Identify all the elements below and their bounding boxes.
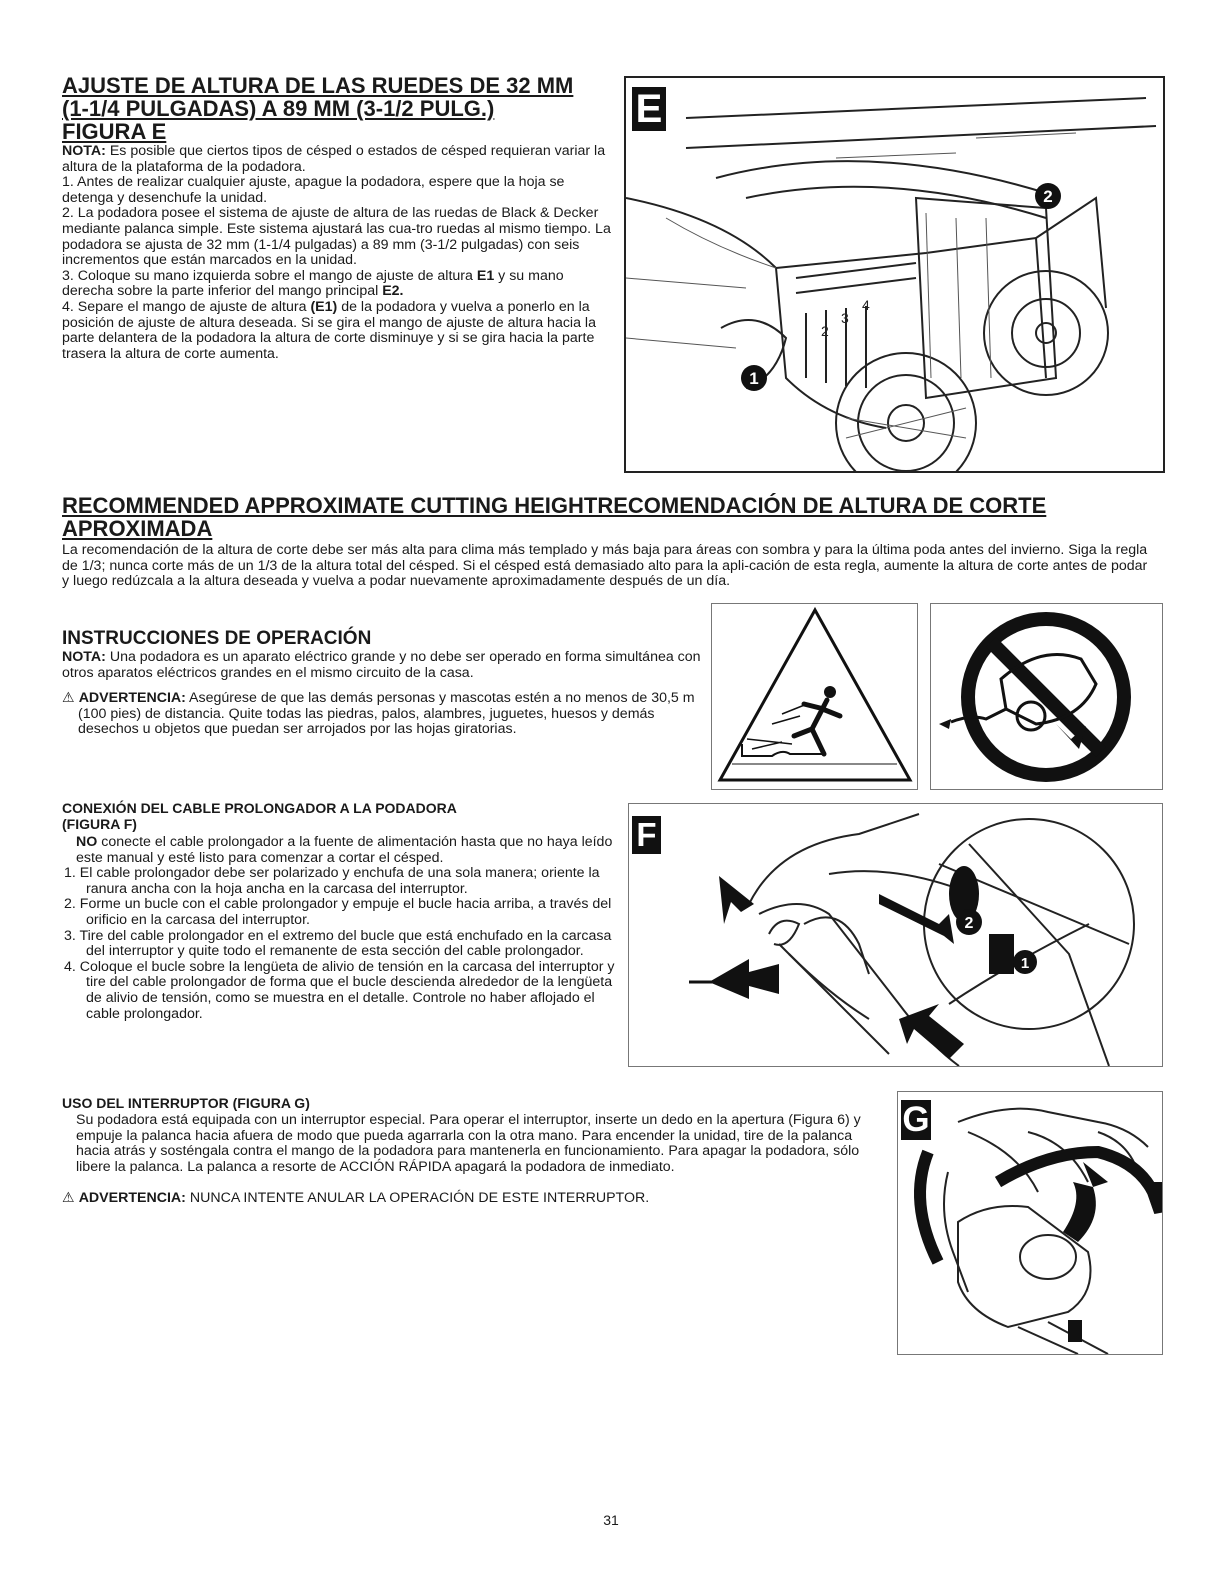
section-e-step2: 2. La podadora posee el sistema de ajuste de altura de las ruedas de Black & Decker mediante palanca simple. Este sistema ajustará las cua-tro ruedas al mismo tiempo. La podadora se ajusta de 32 mm (1-1/4 pulgadas) a 89 mm (3-1/2 pulgadas) con seis incrementos que están marcados en la unidad. bbox=[62, 205, 611, 269]
section-operation bbox=[62, 628, 702, 738]
step3-ref-e2: E2. bbox=[382, 283, 404, 300]
step3-text-a: 3. Coloque su mano izquierda sobre el mango de ajuste de altura bbox=[62, 267, 477, 284]
section-e-nota bbox=[62, 144, 617, 175]
section-cut-height bbox=[62, 494, 1172, 540]
callout-1: 1 bbox=[1020, 955, 1030, 972]
dial-number-4: 4 bbox=[862, 297, 870, 313]
no-label: NO bbox=[76, 834, 98, 850]
step4-text-a: 4. Separe el mango de ajuste de altura bbox=[62, 298, 311, 315]
section-cut-title-line1: RECOMMENDED APPROXIMATE CUTTING HEIGHTRECOMENDACIÓN DE ALTURA DE CORTE bbox=[62, 493, 1047, 518]
figure-thrown-objects-warning bbox=[711, 603, 918, 790]
dial-number-3: 3 bbox=[841, 310, 849, 326]
cable-step-4: 4. Coloque el bucle sobre la lengüeta de alivio de tensión en la carcasa del interruptor y tire del cable prolongador de forma que el bucle descienda alrededor de la lengüeta de alivio de tensión, como se muestra en el detalle. Controle no haber aflojado el cable prolongador. bbox=[64, 958, 615, 1022]
warning-text: Asegúrese de que las demás personas y mascotas estén a no menos de 30,5 m (100 pies) de distancia. Quite todas las piedras, palos, alambres, juguetes, huesos y demás desechos u objetos que puedan ser arrojados por las hojas giratorias. bbox=[78, 690, 695, 738]
no-hands-prohibition-icon bbox=[931, 604, 1162, 789]
figure-e-illustration bbox=[626, 78, 1163, 471]
nota-label: NOTA: bbox=[62, 143, 106, 159]
section-e bbox=[62, 74, 617, 362]
figure-e bbox=[624, 76, 1165, 473]
warning-text: NUNCA INTENTE ANULAR LA OPERACIÓN DE ESTE INTERRUPTOR. bbox=[185, 1190, 650, 1207]
cable-step-3: 3. Tire del cable prolongador en el extremo del bucle que está enchufado en la carcasa del interruptor y quite todo el remanente de esta sección del cable prolongador. bbox=[64, 927, 612, 960]
callout-1: 1 bbox=[749, 369, 759, 388]
warning-icon: ⚠ bbox=[62, 690, 75, 707]
step4-text-c: de la podadora y vuelva a ponerlo en la posición de ajuste de altura deseada. Si se gira el mango de ajuste de altura hacia la parte delantera de la podadora la altura de corte disminuye y si se gira hacia la parte trasera la altura de corte aumenta. bbox=[62, 298, 596, 362]
section-e-step4 bbox=[62, 300, 617, 362]
section-e-title-line2: (1-1/4 PULGADAS) A 89 MM (3-1/2 PULG.) bbox=[62, 96, 495, 121]
section-switch-title: USO DEL INTERRUPTOR (FIGURA G) bbox=[62, 1095, 310, 1111]
section-switch-text: Su podadora está equipada con un interruptor especial. Para operar el interruptor, inserte un dedo en la apertura (Figura 6) y empuje la palanca hacia afuera de modo que pueda agarrarla con la otra mano. Para encender la unidad, tire de la palanca hacia atrás y sosténgala contra el mango de la podadora para mantenerla en funcionamiento. Para apagar la podadora, sólo libere la palanca. La palanca a resorte de ACCIÓN RÁPIDA apagará la podadora de inmediato. bbox=[76, 1112, 861, 1175]
section-switch bbox=[62, 1095, 872, 1207]
figure-f bbox=[628, 803, 1163, 1067]
section-cut-title-line2: APROXIMADA bbox=[62, 516, 213, 541]
section-e-title-line1: AJUSTE DE ALTURA DE LAS RUEDES DE 32 MM bbox=[62, 73, 574, 98]
intro-text: conecte el cable prolongador a la fuente de alimentación hasta que no haya leído este manual y esté listo para comenzar a cortar el césped. bbox=[76, 834, 613, 866]
nota-text: Una podadora es un aparato eléctrico grande y no debe ser operado en forma simultánea con otros aparatos eléctricos grandes en el mismo circuito de la casa. bbox=[62, 649, 701, 681]
figure-g bbox=[897, 1091, 1163, 1355]
figure-f-badge: F bbox=[632, 816, 661, 854]
figure-no-hands-warning bbox=[930, 603, 1163, 790]
nota-text: Es posible que ciertos tipos de césped o estados de césped requieran variar la altura de la plataforma de la podadora. bbox=[62, 143, 606, 175]
section-cable-title-line2: (FIGURA F) bbox=[62, 816, 137, 832]
step3-ref-e1: E1 bbox=[476, 267, 495, 284]
dial-number-2: 2 bbox=[821, 323, 829, 339]
section-cable-title-line1: CONEXIÓN DEL CABLE PROLONGADOR A LA PODADORA bbox=[62, 800, 457, 816]
callout-2: 2 bbox=[1043, 187, 1053, 206]
figure-g-illustration bbox=[898, 1092, 1162, 1354]
nota-label: NOTA: bbox=[62, 649, 106, 665]
warning-label: ADVERTENCIA: bbox=[78, 1190, 186, 1207]
page-number: 31 bbox=[603, 1512, 619, 1528]
section-op-nota bbox=[62, 650, 702, 681]
warning-icon: ⚠ bbox=[62, 1190, 75, 1207]
thrown-objects-warning-icon bbox=[712, 604, 917, 789]
cable-step-1: 1. El cable prolongador debe ser polarizado y enchufa de una sola manera; oriente la ranura ancha con la hoja ancha en la carcasa del interruptor. bbox=[64, 865, 600, 897]
section-cable bbox=[62, 800, 622, 1022]
step3-text-c: y su mano derecha sobre la parte inferior del mango principal bbox=[62, 267, 564, 300]
callout-2: 2 bbox=[964, 915, 974, 932]
figure-f-illustration bbox=[629, 804, 1162, 1066]
section-e-step1: 1. Antes de realizar cualquier ajuste, apague la podadora, espere que la hoja se detenga y desenchufe la unidad. bbox=[62, 174, 565, 206]
section-e-title-line3: FIGURA E bbox=[62, 119, 167, 144]
cable-step-2: 2. Forme un bucle con el cable prolongador y empuje el bucle hacia arriba, a través del orificio en la carcasa del interruptor. bbox=[64, 896, 612, 928]
step4-ref-e1: (E1) bbox=[310, 298, 338, 315]
section-e-step3 bbox=[62, 269, 617, 300]
section-cable-intro bbox=[62, 835, 622, 866]
section-op-title: INSTRUCCIONES DE OPERACIÓN bbox=[62, 628, 372, 649]
figure-e-badge: E bbox=[632, 87, 666, 131]
warning-label: ADVERTENCIA: bbox=[78, 690, 186, 707]
section-op-warning bbox=[62, 691, 702, 738]
section-cut-text: La recomendación de la altura de corte debe ser más alta para clima más templado y más baja para áreas con sombra y para la última poda antes del invierno. Siga la regla de 1/3; nunca corte más de un 1/3 de la altura total del césped. Si el césped está demasiado alto para la apli-cación de esta regla, aumente la altura de corte antes de podar y luego redúzcala a la altura deseada y vuelva a podar nuevamente aproximadamente después de un día. bbox=[62, 542, 1148, 590]
section-switch-warning bbox=[62, 1191, 872, 1207]
figure-g-badge: G bbox=[902, 1100, 930, 1139]
